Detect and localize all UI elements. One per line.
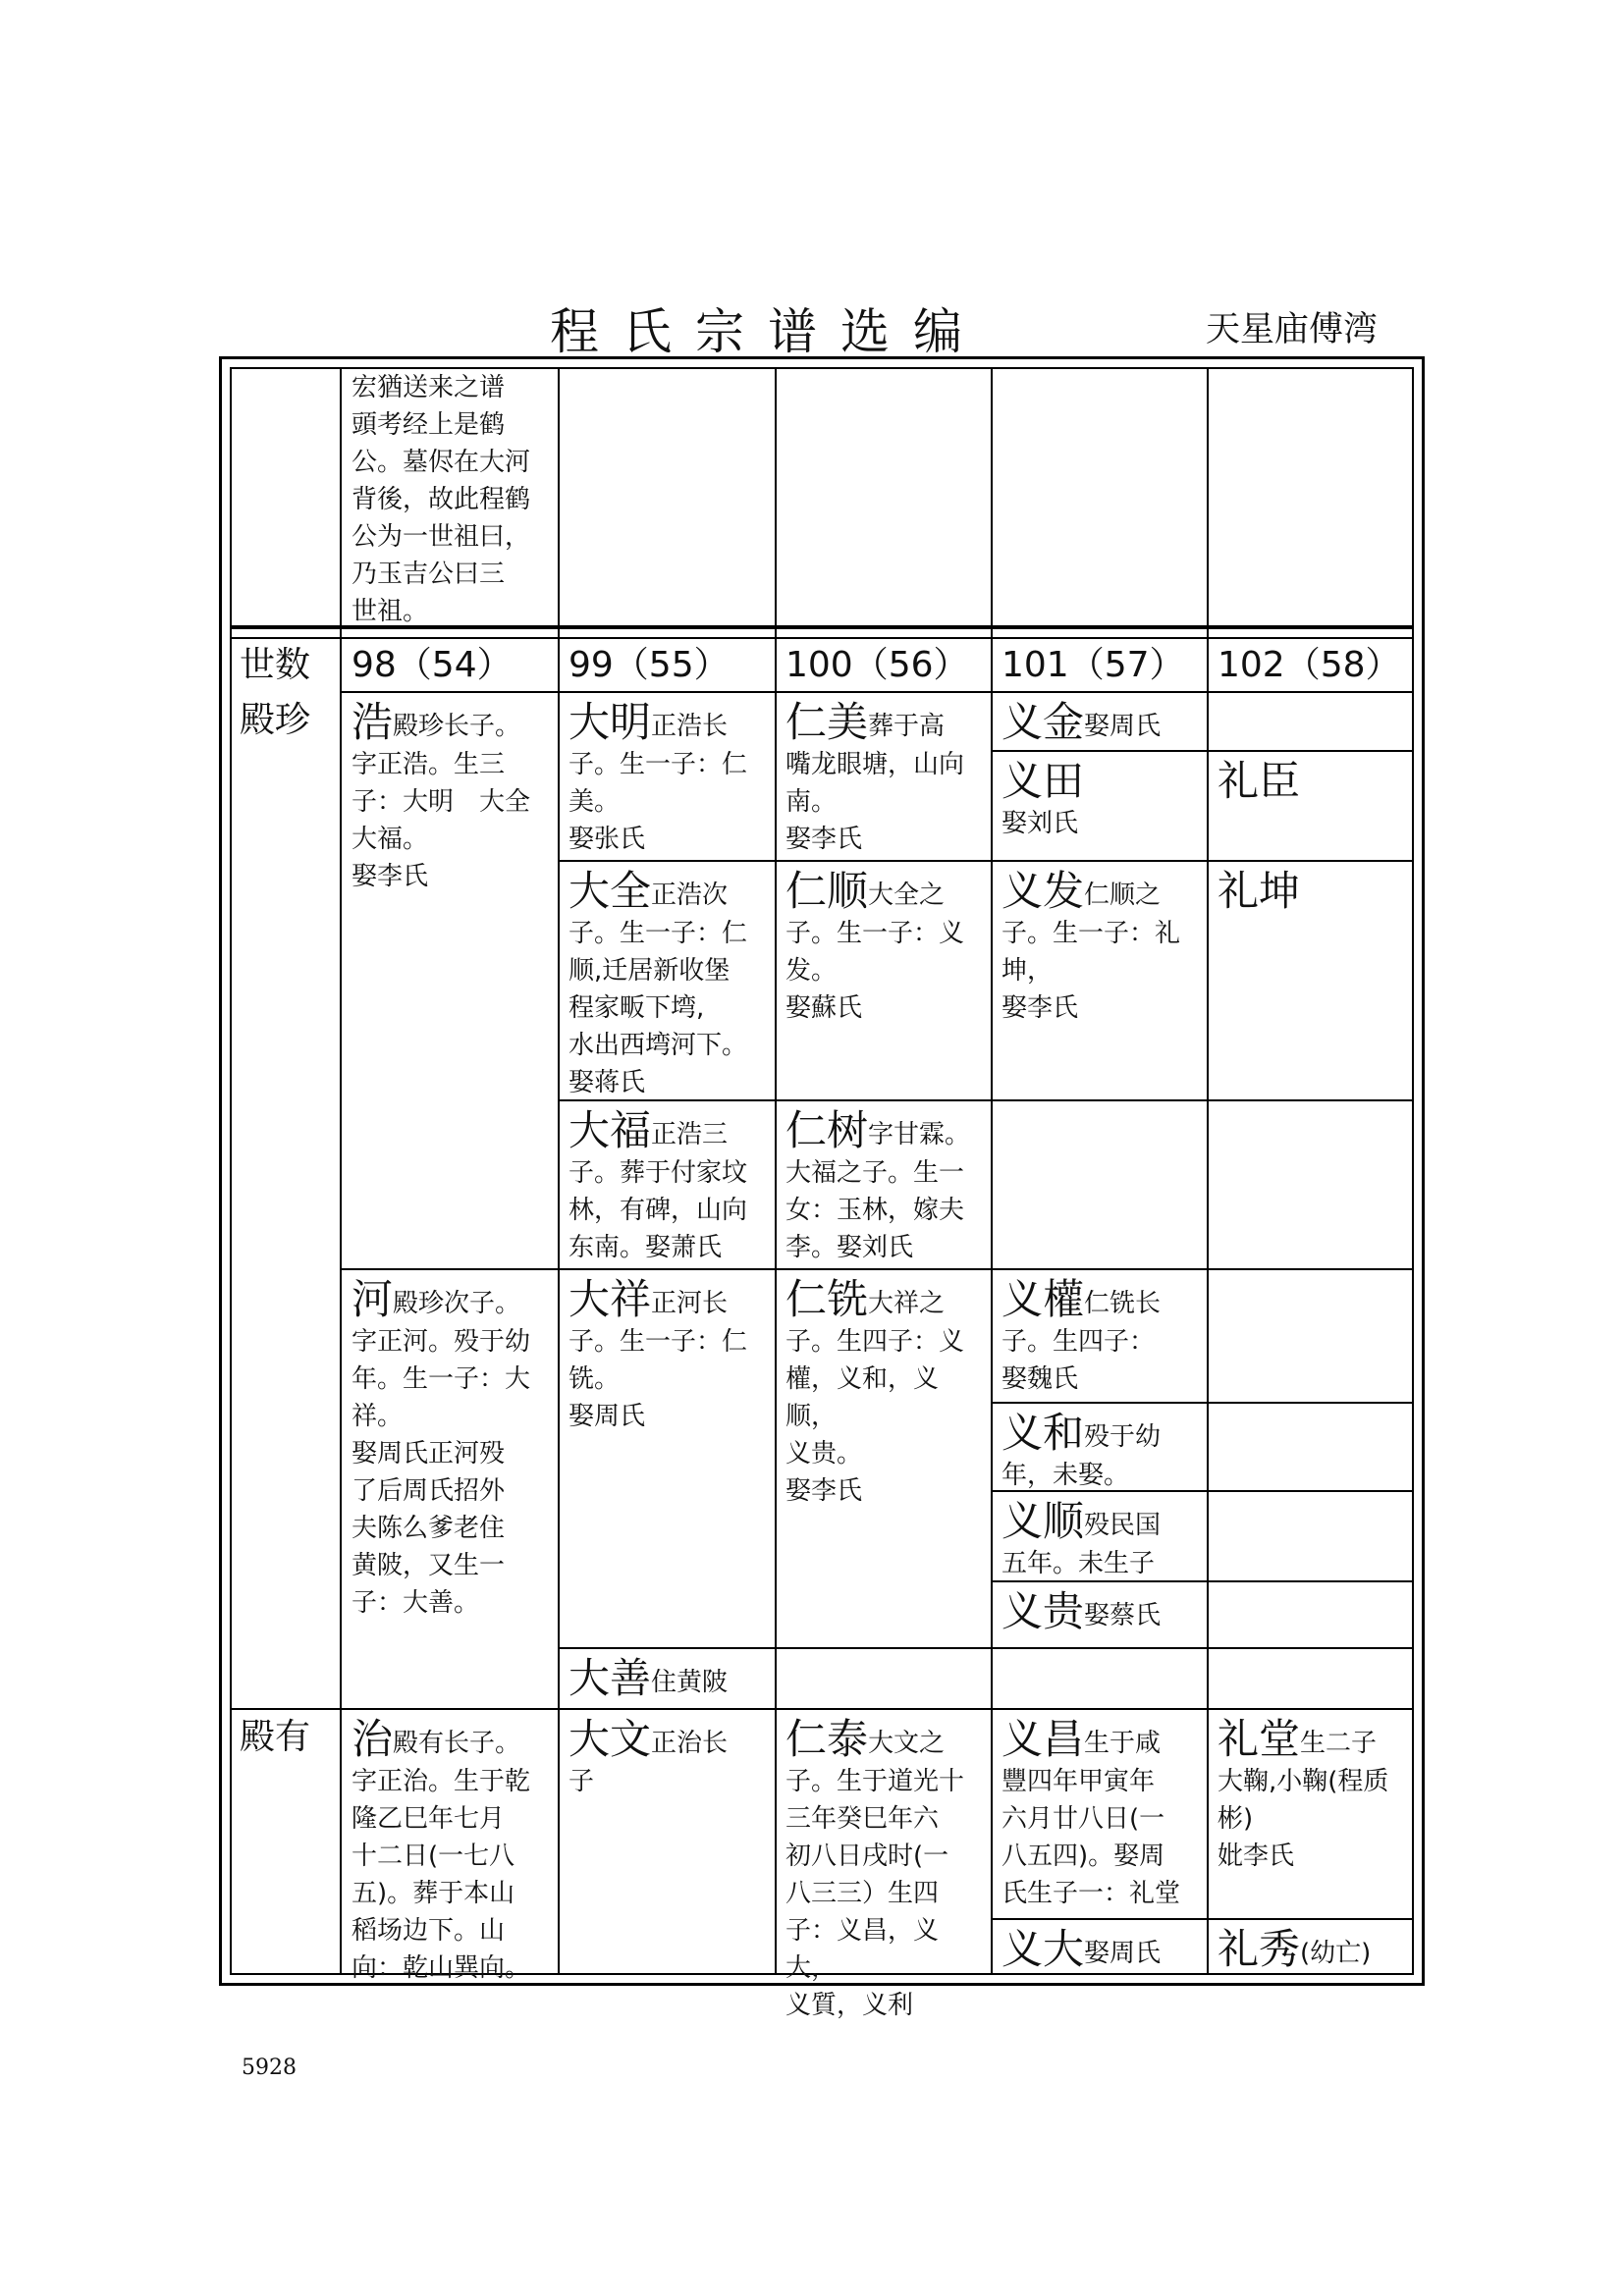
branch-dianyou: 殿有 [240,1717,311,1757]
page-title: 程氏宗谱选编 [550,303,986,360]
entry-yifa: 义发仁顺之 子。生一子：礼 坤， 娶李氏 [1001,867,1181,1023]
entry-daxiang: 大祥正河长 子。生一子：仁 铣。 娶周氏 [568,1275,748,1431]
continued-note: 宏猶送来之谱 頭考经上是鹤 公。墓侭在大河 背後，故此程鹤 公为一世祖曰， 乃玉吉公曰三 世祖。 [352,373,531,626]
entry-daquan: 大全正浩次 子。生一子：仁 顺,迁居新收堡 程家畈下塆, 水出西塆河下。 娶蒋氏 [568,867,748,1097]
entry-rentai: 仁泰大文之 子。生于道光十 三年癸巳年六 初八日戌时(一 八三三）生四 子：义昌，义大， 义質，义利 [785,1715,965,2020]
entry-renmei: 仁美葬于高 嘴龙眼塘，山向 南。 娶李氏 [785,698,965,854]
entry-yishun: 义顺殁民国 五年。未生子 [1001,1497,1162,1578]
entry-likun: 礼坤 [1218,867,1301,915]
column-header-99: 99（55） [568,645,730,685]
entry-litang: 礼堂生二子 大鞠,小鞠(程质 彬) 妣李氏 [1218,1715,1389,1871]
entry-dashan: 大善住黄陂 [568,1654,729,1702]
entry-yitian: 义田 娶刘氏 [1001,757,1085,838]
entry-renxian: 仁铣大祥之 子。生四子：义 權，义和，义顺， 义贵。 娶李氏 [785,1275,965,1506]
column-header-98: 98（54） [352,645,513,685]
entry-yiquan: 义權仁铣长 子。生四子： 娶魏氏 [1001,1275,1162,1394]
entry-yida: 义大娶周氏 [1001,1925,1162,1973]
column-header-100: 100（56） [785,645,969,685]
page-number: 5928 [242,2056,297,2080]
entry-yihe: 义和殁于幼 年，未娶。 [1001,1409,1162,1490]
entry-yigui: 义贵娶蔡氏 [1001,1587,1162,1635]
entry-yijin: 义金娶周氏 [1001,698,1162,746]
branch-dianzhen: 殿珍 [240,700,311,740]
entry-dawen: 大文正治长 子 [568,1715,729,1796]
entry-lichen: 礼臣 [1218,757,1301,805]
entry-renshu: 仁树字甘霖。 大福之子。生一 女：玉林，嫁夫 李。娶刘氏 [785,1106,971,1262]
column-header-102: 102（58） [1218,645,1401,685]
entry-lixiu: 礼秀(幼亡) [1218,1925,1372,1973]
entry-renshun: 仁顺大全之 子。生一子：义 发。 娶蘇氏 [785,867,965,1023]
entry-zhi: 治殿有长子。 字正治。生于乾 隆乙巳年七月 十二日(一七八 五)。葬于本山 稻场边下。山 向：乾山巽向。 [352,1715,531,1983]
column-header-generation: 世数 [240,645,311,685]
genealogy-table [230,367,1414,2020]
column-header-101: 101（57） [1001,645,1185,685]
entry-yichang: 义昌生于咸 豐四年甲寅年 六月廿八日(一 八五四)。娶周 氏生子一：礼堂 [1001,1715,1181,1908]
place-name: 天星庙傅湾 [1206,310,1379,349]
entry-he: 河殿珍次子。 字正河。殁于幼 年。生一子：大 祥。 娶周氏正河殁 了后周氏招外 夫陈么爹老住 黄陂，又生一 子：大善。 [352,1275,531,1618]
entry-dafu: 大福正浩三 子。葬于付家坟 林，有碑，山向 东南。娶萧氏 [568,1106,748,1262]
entry-daming: 大明正浩长 子。生一子：仁 美。 娶张氏 [568,698,748,854]
entry-hao: 浩殿珍长子。 字正浩。生三 子：大明 大全 大福。 娶李氏 [352,698,531,891]
